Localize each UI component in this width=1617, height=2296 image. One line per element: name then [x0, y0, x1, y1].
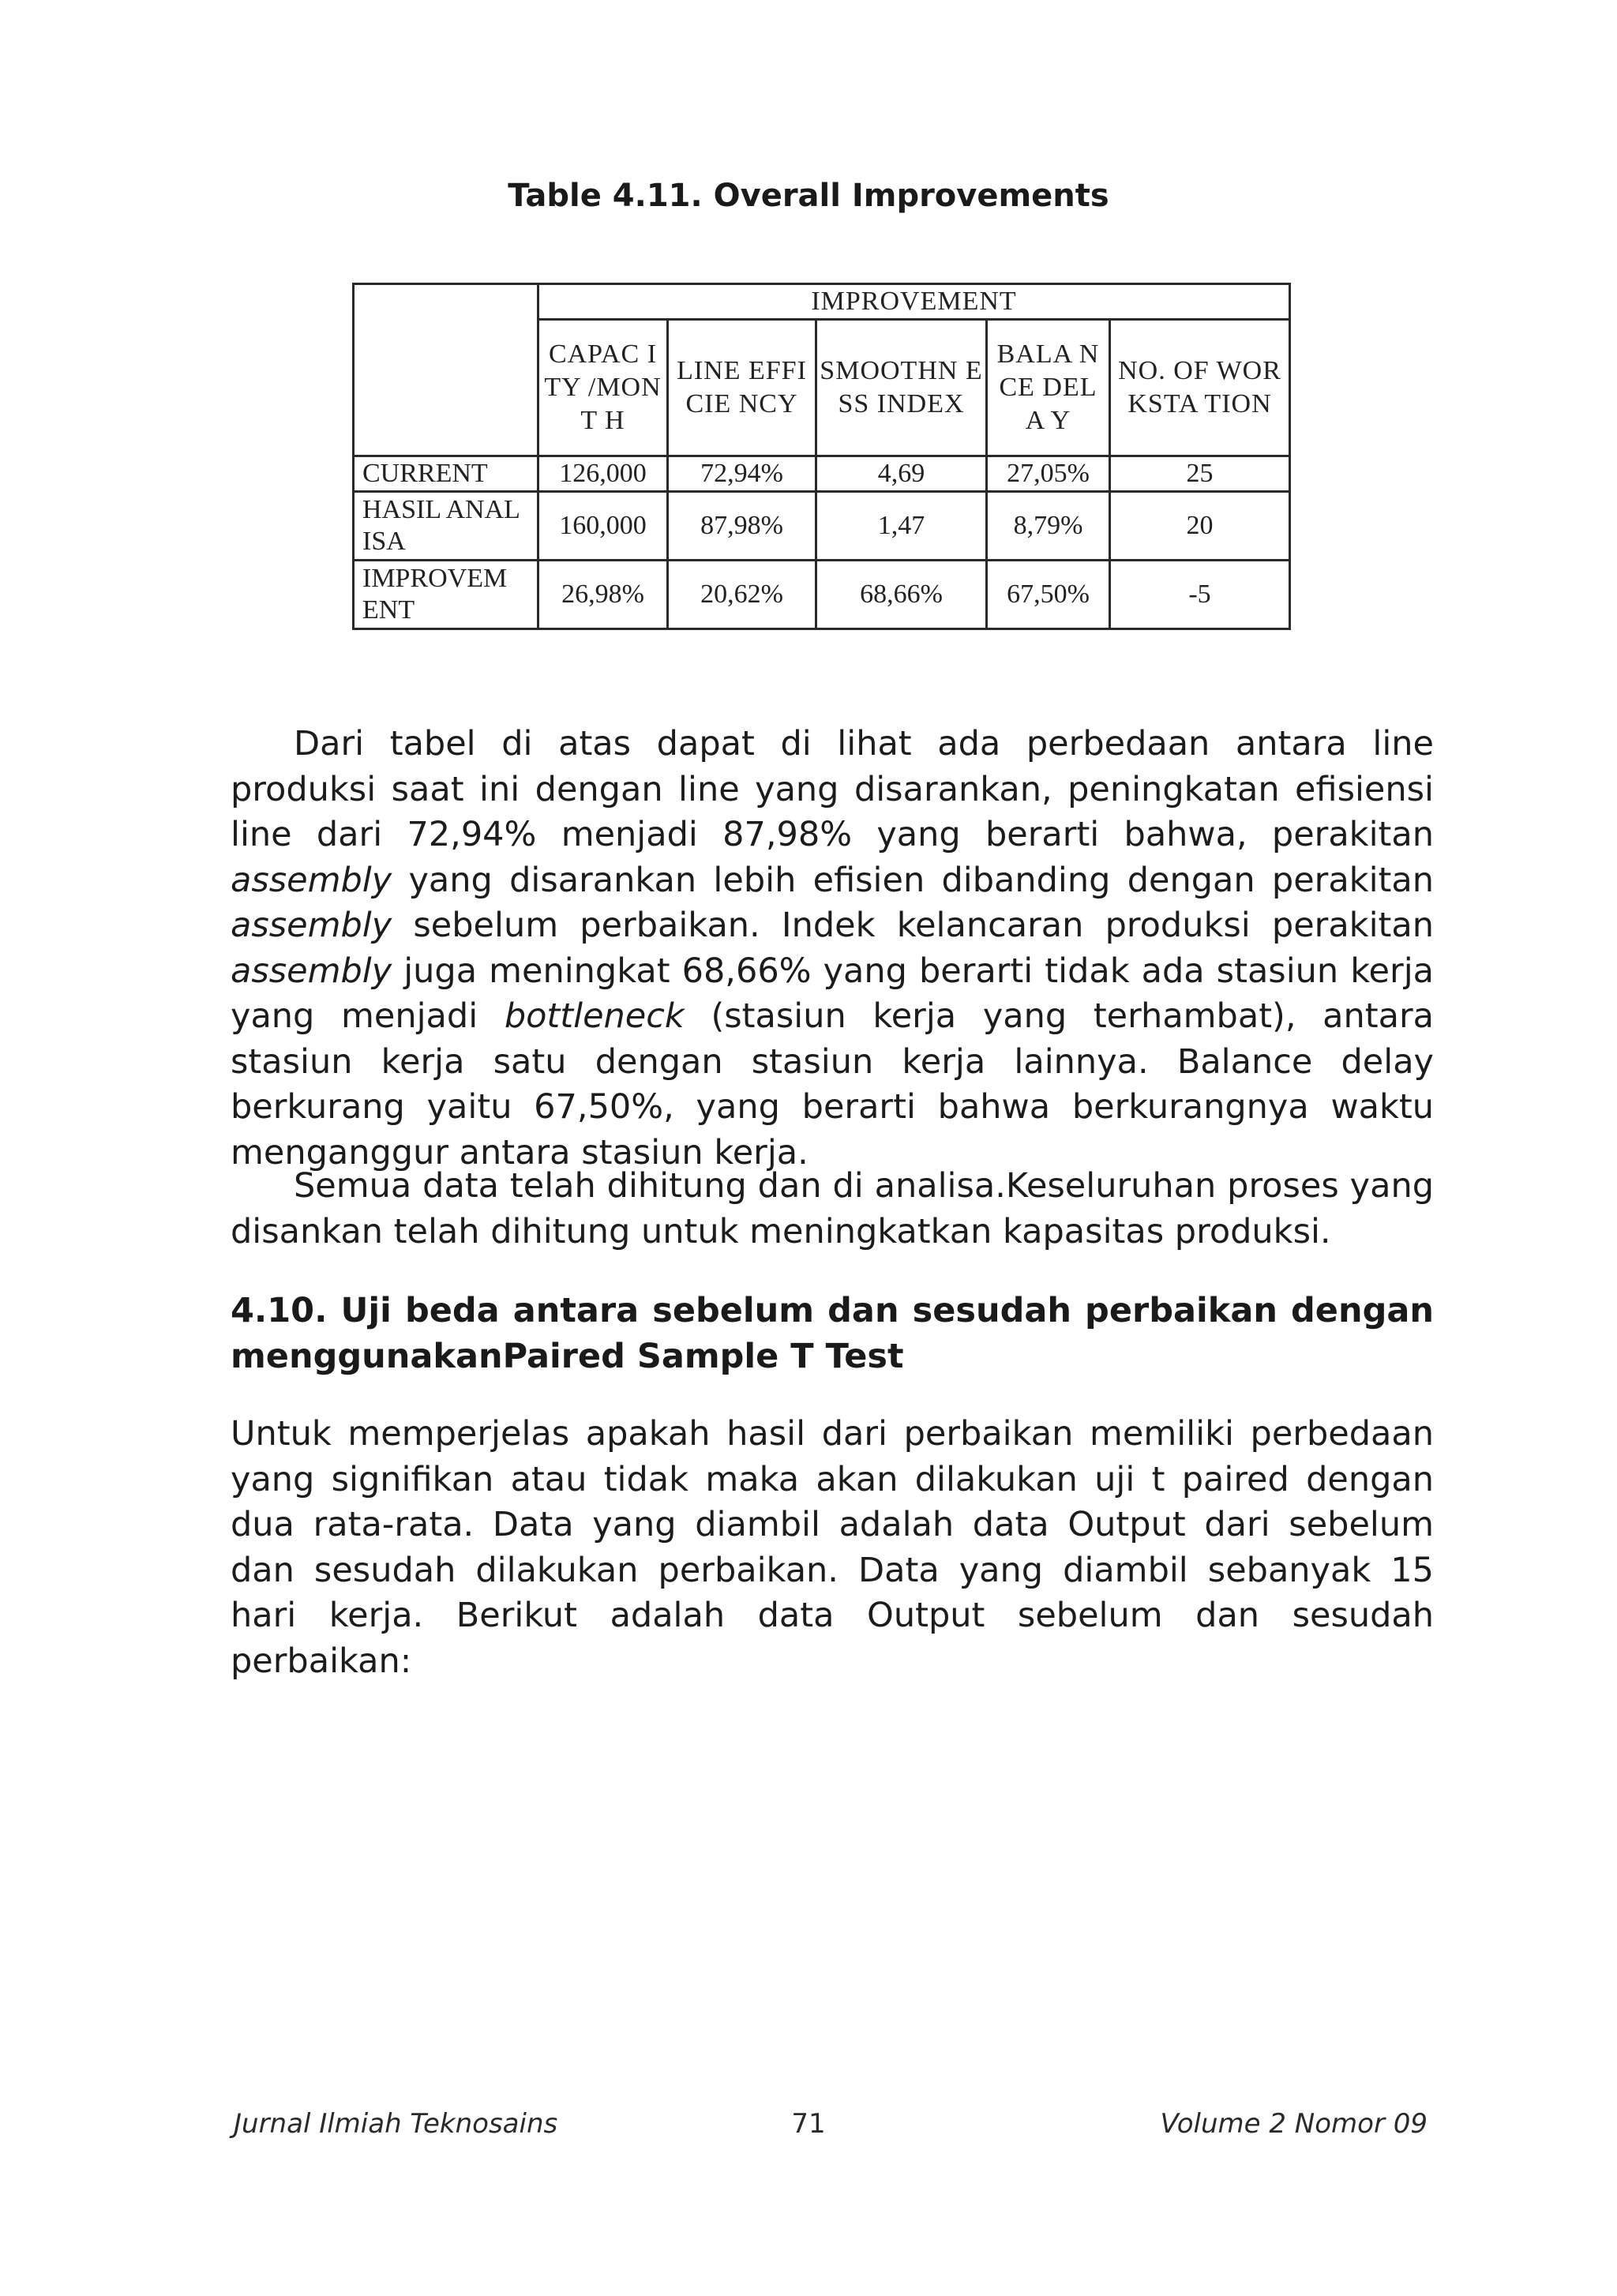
table-cell: 26,98%: [538, 561, 668, 629]
table-row: [354, 456, 1290, 492]
table-cell: 27,05%: [987, 456, 1110, 492]
table-group-header: IMPROVEMENT: [538, 284, 1290, 320]
table-cell: 1,47: [816, 492, 987, 561]
table-corner-cell: [354, 284, 538, 456]
table-cell: 72,94%: [668, 456, 816, 492]
emphasis-term: bottleneck: [504, 996, 685, 1036]
section-heading-line: 4.10. Uji beda antara sebelum dan sesudah perbaikan dengan: [231, 1291, 1434, 1330]
table-cell: 160,000: [538, 492, 668, 561]
paragraph-text: Dari tabel di atas dapat di lihat ada perbedaan antara line produksi saat ini dengan line yang disarankan, peningkatan efisiensi line dari 72,94% menjadi 87,98% yang berarti bahwa, perakitan: [231, 724, 1434, 854]
paragraph-text: (stasiun kerja yang terhambat), antara stasiun kerja satu dengan stasiun kerja lainnya. Balance delay berkurang yaitu 67,50%, yang berarti bahwa berkurangnya waktu menganggur antara stasiun kerja.: [231, 996, 1435, 1172]
section-heading: [231, 1289, 1434, 1379]
paragraph-text: yang disarankan lebih efisien dibanding dengan perakitan: [392, 860, 1434, 900]
column-header-smoothness-index: SMOOTHN ESS INDEX: [816, 320, 987, 456]
emphasis-term: assembly: [231, 860, 392, 900]
row-label: HASIL ANALISA: [354, 492, 538, 561]
table-cell: 68,66%: [816, 561, 987, 629]
column-header-balance-delay: BALA NCE DELA Y: [987, 320, 1110, 456]
paragraph-t-test-intro: Untuk memperjelas apakah hasil dari perbaikan memiliki perbedaan yang signifikan atau tidak maka akan dilakukan uji t paired dengan dua rata-rata. Data yang diambil adalah data Output dari sebelum dan sesudah dilakukan perbaikan. Data yang diambil sebanyak 15 hari kerja. Berikut adalah data Output sebelum dan sesudah perbaikan:: [231, 1414, 1434, 1681]
improvement-table: [352, 283, 1291, 630]
table-cell: 87,98%: [668, 492, 816, 561]
paragraph-summary: Semua data telah dihitung dan di analisa.Keseluruhan proses yang disankan telah dihitung untuk meningkatkan kapasitas produksi.: [231, 1166, 1434, 1251]
table-cell: 8,79%: [987, 492, 1110, 561]
paragraph-text: sebelum perbaikan. Indek kelancaran produksi perakitan: [392, 906, 1434, 945]
table-cell: 67,50%: [987, 561, 1110, 629]
table-cell: 20: [1110, 492, 1290, 561]
column-header-capacity: CAPAC ITY /MONT H: [538, 320, 668, 456]
emphasis-term: assembly: [231, 951, 392, 991]
footer-page-number: 71: [791, 2108, 826, 2140]
table-cell: -5: [1110, 561, 1290, 629]
improvement-table-container: [352, 283, 1289, 630]
section-heading-line: menggunakanPaired Sample T Test: [231, 1336, 904, 1376]
column-header-workstations: NO. OF WORKSTA TION: [1110, 320, 1290, 456]
paragraph-table-discussion: [231, 722, 1434, 1176]
row-label: CURRENT: [354, 456, 538, 492]
table-row: [354, 561, 1290, 629]
column-header-line-efficiency: LINE EFFICIE NCY: [668, 320, 816, 456]
table-caption: Table 4.11. Overall Improvements: [508, 178, 1109, 214]
table-cell: 20,62%: [668, 561, 816, 629]
row-label: IMPROVEM ENT: [354, 561, 538, 629]
emphasis-term: assembly: [231, 906, 392, 945]
table-row: [354, 492, 1290, 561]
paragraph-text: juga meningkat 68,66% yang berarti tidak ada stasiun kerja yang menjadi: [231, 951, 1434, 1036]
footer-journal-name: Jurnal Ilmiah Teknosains: [234, 2108, 558, 2140]
table-cell: 4,69: [816, 456, 987, 492]
table-cell: 126,000: [538, 456, 668, 492]
table-cell: 25: [1110, 456, 1290, 492]
footer-volume: Volume 2 Nomor 09: [1160, 2108, 1428, 2140]
